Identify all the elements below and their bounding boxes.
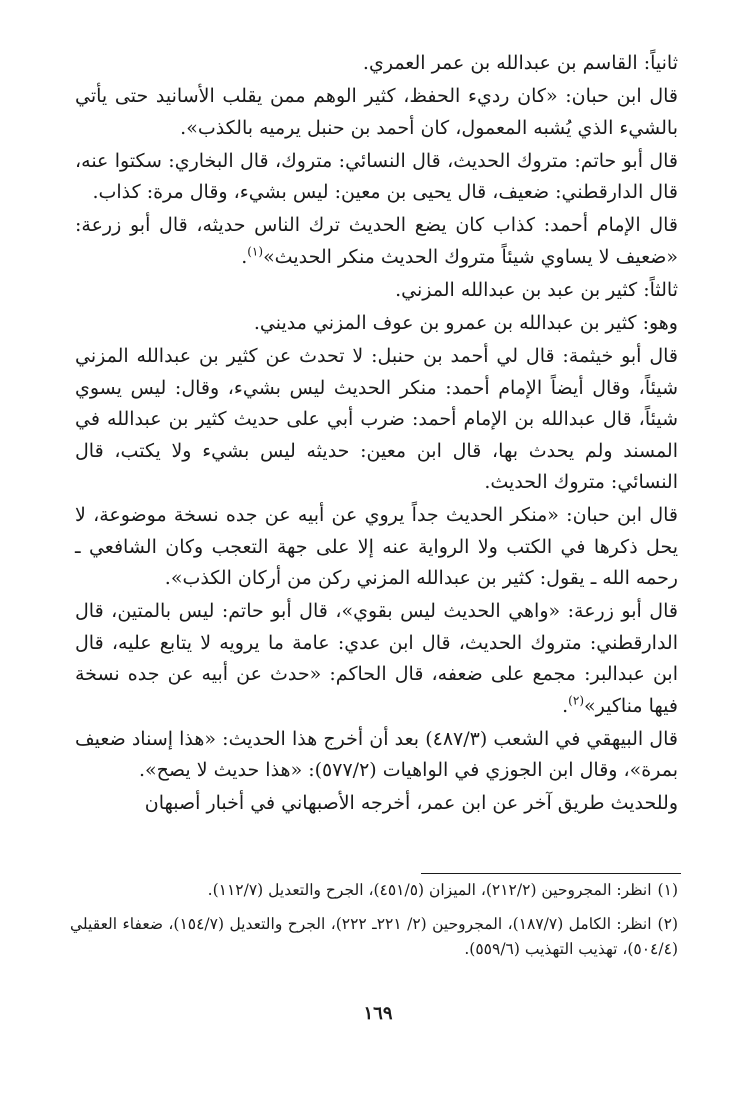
footnote-text: انظر: المجروحين (٢١٢/٢)، الميزان (٤٥١/٥)، الجرح والتعديل (١١٢/٧).: [207, 881, 652, 899]
page-number: ١٦٩: [363, 1003, 393, 1024]
footnote-ref[interactable]: (٢): [568, 693, 584, 708]
footnote: [70, 878, 678, 903]
paragraph: قال الإمام أحمد: كذاب كان يضع الحديث ترك الناس حديثه، قال أبو زرعة: «ضعيف لا يساوي شيئاً متروك الحديث منكر الحديث»$^{(١)}$.: [75, 214, 678, 268]
footnote-ref[interactable]: (١): [247, 244, 264, 259]
footnote-number: (٢): [657, 915, 678, 933]
footnotes: [70, 878, 678, 962]
paragraph: قال ابن حبان: «كان رديء الحفظ، كثير الوهم ممن يقلب الأسانيد حتى يأتي بالشيء الذي يُشبه المعمول، كان أحمد بن حنبل يرميه بالكذب».: [75, 85, 678, 139]
paragraph: وللحديث طريق آخر عن ابن عمر، أخرجه الأصبهاني في أخبار أصبهان: [144, 792, 678, 815]
paragraph: قال ابن حبان: «منكر الحديث جداً يروي عن أبيه عن جده نسخة موضوعة، لا يحل ذكرها في الكتب ولا الرواية عنه إلا على جهة التعجب وكان الشافعي ـ رحمه الله ـ يقول: كثير بن عبدالله المزني ركن من أركان الكذب».: [75, 504, 678, 590]
paragraph: قال أبو زرعة: «واهي الحديث ليس بقوي»، قال أبو حاتم: ليس بالمتين، قال الدارقطني: متروك الحديث، قال ابن عدي: عامة ما يرويه لا يتابع عليه، قال ابن عبدالبر: مجمع على ضعفه، قال الحاكم: «حدث عن أبيه عن جده نسخة فيها مناكير»$^{(٢)}$.: [75, 600, 678, 717]
paragraph: ثانياً: القاسم بن عبدالله بن عمر العمري.: [362, 52, 678, 74]
paragraph: قال البيهقي في الشعب (٤٨٧/٣) بعد أن أخرج هذا الحديث: «هذا إسناد ضعيف بمرة»، وقال ابن الجوزي في الواهيات (٥٧٧/٢): «هذا حديث لا يصح».: [75, 727, 678, 782]
footnote-text: انظر: الكامل (١٨٧/٧)، المجروحين (٢/ ٢٢١ـ ٢٢٢)، الجرح والتعديل (١٥٤/٧)، ضعفاء العقيلي (٥٠٤/٤)، تهذيب التهذيب (٥٥٩/٦).: [70, 915, 678, 958]
paragraph: وهو: كثير بن عبدالله بن عمرو بن عوف المزني مديني.: [253, 312, 678, 335]
paragraph: ثالثاً: كثير بن عبد بن عبدالله المزني.: [395, 279, 678, 302]
footnote-number: (١): [657, 881, 678, 899]
paragraph: قال أبو خيثمة: قال لي أحمد بن حنبل: لا تحدث عن كثير بن عبدالله المزني شيئاً، وقال أيضاً الإمام أحمد: منكر الحديث ليس بشيء، وقال: ليس يسوي شيئاً، قال عبدالله بن الإمام أحمد: ضرب أبي على حديث كثير بن عبدالله في المسند ولم يحدث بها، قال ابن معين: حديثه ليس بشيء ولا يكتب، قال النسائي: متروك الحديث.: [75, 345, 678, 494]
main-text: [75, 48, 678, 820]
footnote-divider: [421, 873, 681, 874]
paragraph: قال أبو حاتم: متروك الحديث، قال النسائي: متروك، قال البخاري: سكتوا عنه، قال الدارقطني: ضعيف، قال يحيى بن معين: ليس بشيء، وقال مرة: كذاب.: [75, 149, 679, 204]
footnote: [70, 912, 678, 962]
